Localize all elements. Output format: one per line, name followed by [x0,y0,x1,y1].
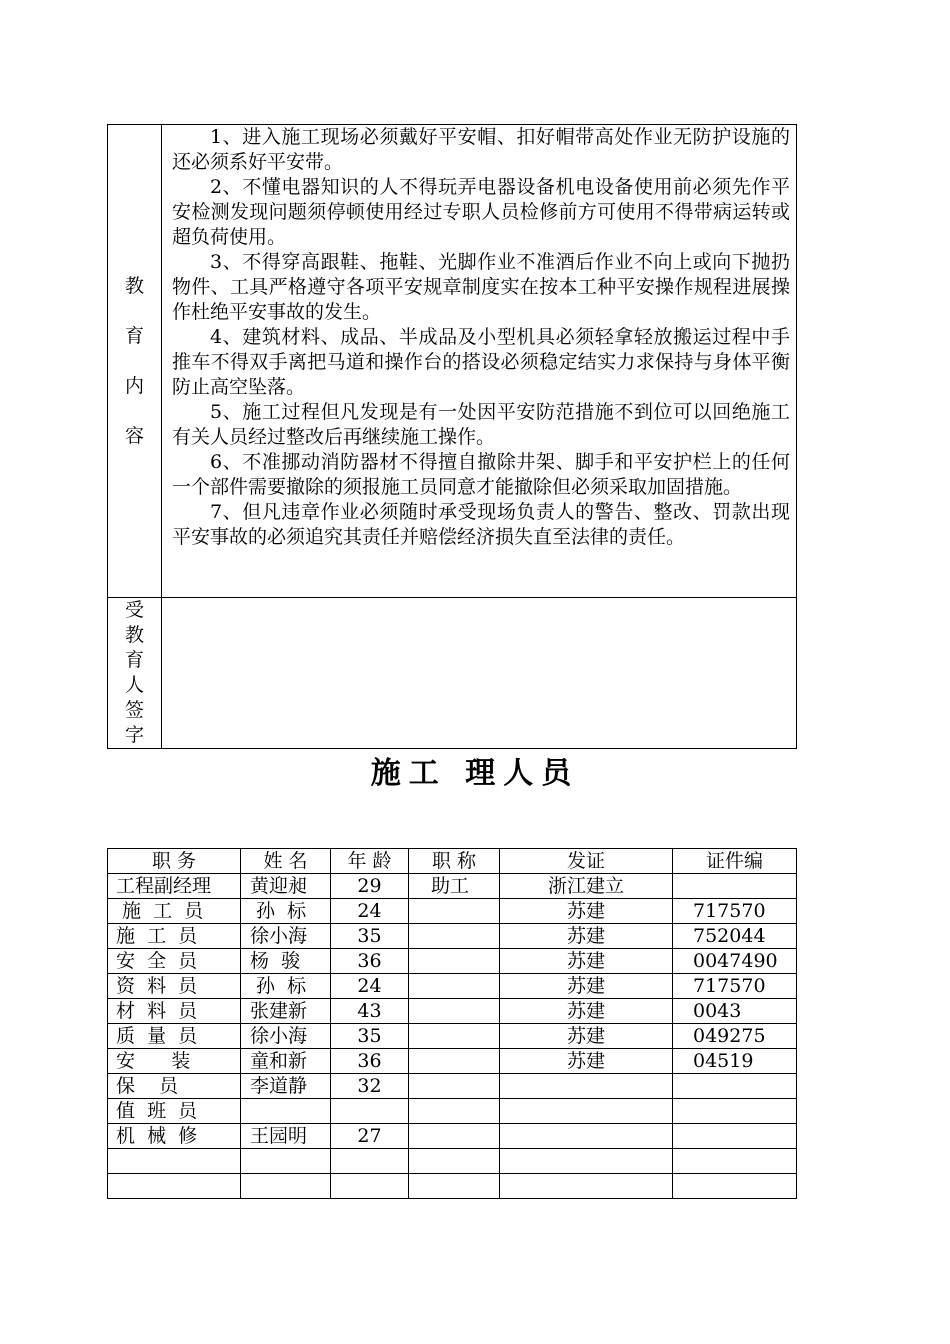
staff-role-cell: 施 工 员 [108,899,241,924]
staff-cert-cell [673,1174,797,1199]
staff-cert-cell: 717570 [673,974,797,999]
label-char: 受 [124,599,144,621]
header-issuer: 发证 [500,849,673,874]
staff-cert-cell: 04519 [673,1049,797,1074]
staff-title-cell [409,1024,500,1049]
staff-issuer-cell: 苏建 [500,899,673,924]
staff-role-cell: 保 员 [108,1074,241,1099]
education-content-row [108,125,797,598]
staff-cert-cell: 0043 [673,999,797,1024]
staff-role-cell: 安 装 [108,1049,241,1074]
staff-name-cell: 杨 骏 [241,949,331,974]
staff-name-cell: 孙 标 [241,974,331,999]
staff-row [108,974,797,999]
staff-section-title: 施工 理人员 [370,756,580,791]
staff-role-cell: 质 量 员 [108,1024,241,1049]
education-content-cell [162,125,797,598]
staff-row [108,1074,797,1099]
staff-title-cell [409,1174,500,1199]
header-role: 职 务 [108,849,241,874]
staff-title-cell: 助工 [409,874,500,899]
staff-age-cell: 36 [331,949,409,974]
staff-title-cell [409,924,500,949]
staff-age-cell: 32 [331,1074,409,1099]
staff-name-cell: 孙 标 [241,899,331,924]
staff-issuer-cell: 苏建 [500,1049,673,1074]
staff-issuer-cell [500,1099,673,1124]
staff-title-cell [409,1074,500,1099]
education-item: 5、施工过程但凡发现是有一处因平安防范措施不到位可以回绝施工有关人员经过整改后再继续施工操作。 [172,401,790,448]
staff-row [108,1124,797,1149]
staff-age-cell: 35 [331,924,409,949]
staff-title-cell [409,974,500,999]
staff-name-cell: 王园明 [241,1124,331,1149]
label-char: 教 [124,624,144,646]
staff-cert-cell: 049275 [673,1024,797,1049]
education-item: 3、不得穿高跟鞋、拖鞋、光脚作业不准酒后作业不向上或向下抛扔物件、工具严格遵守各项平安规章制度实在按本工种平安操作规程进展操作杜绝平安事故的发生。 [172,251,790,323]
education-table [107,124,797,749]
education-item: 7、但凡违章作业必须随时承受现场负责人的警告、整改、罚款出现平安事故的必须追究其责任并赔偿经济损失直至法律的责任。 [172,501,790,548]
label-char: 签 [124,699,144,721]
staff-issuer-cell [500,1149,673,1174]
staff-row [108,1049,797,1074]
staff-age-cell: 24 [331,974,409,999]
staff-age-cell [331,1174,409,1199]
staff-age-cell: 24 [331,899,409,924]
staff-name-cell [241,1099,331,1124]
staff-name-cell [241,1174,331,1199]
staff-age-cell: 35 [331,1024,409,1049]
staff-title-cell [409,899,500,924]
staff-name-cell: 徐小海 [241,924,331,949]
education-item: 2、不懂电器知识的人不得玩弄电器设备机电设备使用前必须先作平安检测发现问题须停顿使用经过专职人员检修前方可使用不得带病运转或超负荷使用。 [172,176,790,248]
staff-cert-cell: 752044 [673,924,797,949]
staff-title-cell [409,1149,500,1174]
staff-age-cell: 36 [331,1049,409,1074]
staff-role-cell: 材 料 员 [108,999,241,1024]
staff-role-cell: 资 料 员 [108,974,241,999]
staff-title-cell [409,999,500,1024]
education-item: 1、进入施工现场必须戴好平安帽、扣好帽带高处作业无防护设施的还必须系好平安带。 [172,126,790,173]
staff-age-cell: 43 [331,999,409,1024]
staff-role-cell: 机 械 修 [108,1124,241,1149]
staff-cert-cell [673,1074,797,1099]
label-char: 育 [124,325,144,347]
staff-issuer-cell: 苏建 [500,1024,673,1049]
staff-role-cell: 工程副经理 [108,874,241,899]
staff-cert-cell [673,1149,797,1174]
staff-age-cell [331,1099,409,1124]
staff-issuer-cell [500,1074,673,1099]
staff-row [108,924,797,949]
label-char: 容 [124,425,144,447]
education-content-label [108,125,162,598]
label-char: 内 [124,375,144,397]
staff-role-cell: 施 工 员 [108,924,241,949]
signature-row [108,598,797,749]
staff-name-cell: 张建新 [241,999,331,1024]
education-item: 6、不准挪动消防器材不得擅自撤除井架、脚手和平安护栏上的任何一个部件需要撤除的须报施工员同意才能撤除但必须采取加固措施。 [172,451,790,498]
staff-cert-cell: 0047490 [673,949,797,974]
staff-name-cell: 徐小海 [241,1024,331,1049]
staff-row [108,1099,797,1124]
signature-field[interactable] [162,598,797,749]
staff-role-cell [108,1174,241,1199]
staff-row [108,1149,797,1174]
education-item: 4、建筑材料、成品、半成品及小型机具必须轻拿轻放搬运过程中手推车不得双手离把马道和操作台的搭设必须稳定结实力求保持与身体平衡防止高空坠落。 [172,326,790,398]
staff-issuer-cell [500,1174,673,1199]
staff-name-cell: 李道静 [241,1074,331,1099]
staff-row [108,874,797,899]
staff-name-cell [241,1149,331,1174]
staff-cert-cell [673,1099,797,1124]
staff-name-cell: 黄迎昶 [241,874,331,899]
label-char: 育 [124,649,144,671]
staff-title-cell [409,1124,500,1149]
staff-role-cell: 值 班 员 [108,1099,241,1124]
staff-cert-cell [673,1124,797,1149]
staff-issuer-cell: 苏建 [500,974,673,999]
label-char: 人 [124,674,144,696]
staff-issuer-cell: 苏建 [500,924,673,949]
staff-row [108,999,797,1024]
staff-issuer-cell [500,1124,673,1149]
staff-role-cell: 安 全 员 [108,949,241,974]
staff-row [108,1174,797,1199]
header-name: 姓 名 [241,849,331,874]
staff-cert-cell: 717570 [673,899,797,924]
staff-age-cell: 29 [331,874,409,899]
staff-issuer-cell: 苏建 [500,949,673,974]
label-char: 教 [124,275,144,297]
staff-issuer-cell: 苏建 [500,999,673,1024]
header-cert: 证件编 [673,849,797,874]
staff-cert-cell [673,874,797,899]
header-age: 年 龄 [331,849,409,874]
header-title: 职 称 [409,849,500,874]
staff-table [107,848,797,1199]
staff-row [108,1024,797,1049]
staff-age-cell [331,1149,409,1174]
staff-header-row [108,849,797,874]
staff-row [108,899,797,924]
staff-issuer-cell: 浙江建立 [500,874,673,899]
staff-name-cell: 童和新 [241,1049,331,1074]
signature-label [108,598,162,749]
staff-title-cell [409,1099,500,1124]
staff-title-cell [409,949,500,974]
staff-age-cell: 27 [331,1124,409,1149]
staff-role-cell [108,1149,241,1174]
staff-row [108,949,797,974]
label-char: 字 [124,724,144,746]
staff-title-cell [409,1049,500,1074]
